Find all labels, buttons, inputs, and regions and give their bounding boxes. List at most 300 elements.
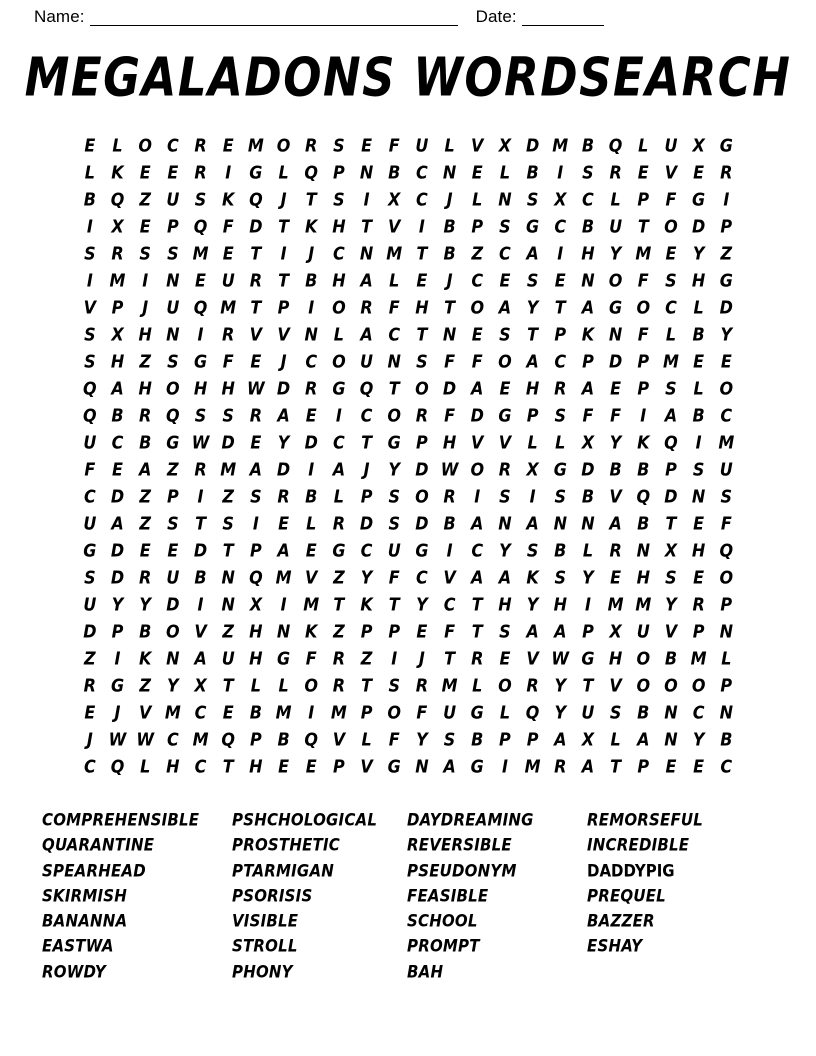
grid-cell[interactable]: W	[551, 647, 570, 669]
grid-cell[interactable]: O	[719, 377, 734, 399]
grid-cell[interactable]: F	[222, 215, 234, 237]
grid-cell[interactable]: B	[471, 728, 484, 750]
grid-cell[interactable]: G	[470, 755, 484, 777]
grid-cell[interactable]: I	[557, 161, 564, 183]
grid-cell[interactable]: V	[609, 485, 622, 507]
grid-cell[interactable]: I	[280, 242, 287, 264]
grid-cell[interactable]: B	[83, 188, 96, 210]
grid-cell[interactable]: F	[637, 269, 649, 291]
grid-cell[interactable]: S	[84, 242, 96, 264]
grid-cell[interactable]: G	[110, 674, 125, 696]
grid-cell[interactable]: S	[84, 566, 96, 588]
grid-cell[interactable]: T	[471, 593, 483, 615]
grid-cell[interactable]: E	[610, 377, 622, 399]
grid-cell[interactable]: V	[305, 566, 318, 588]
grid-cell[interactable]: T	[250, 296, 262, 318]
grid-cell[interactable]: H	[691, 269, 706, 291]
grid-cell[interactable]: O	[166, 620, 180, 642]
grid-cell[interactable]: H	[221, 377, 235, 399]
grid-cell[interactable]: D	[608, 350, 623, 372]
grid-cell[interactable]: C	[499, 242, 511, 264]
grid-cell[interactable]: E	[693, 161, 705, 183]
grid-cell[interactable]: X	[664, 539, 678, 561]
grid-cell[interactable]: L	[527, 431, 538, 453]
grid-cell[interactable]: O	[691, 674, 706, 696]
grid-cell[interactable]: L	[472, 674, 483, 696]
grid-cell[interactable]: M	[192, 242, 209, 264]
grid-cell[interactable]: I	[252, 512, 259, 534]
grid-cell[interactable]: P	[582, 620, 594, 642]
grid-cell[interactable]: V	[526, 647, 539, 669]
grid-cell[interactable]: L	[333, 485, 344, 507]
grid-cell[interactable]: V	[609, 674, 622, 696]
grid-cell[interactable]: E	[554, 269, 566, 291]
grid-cell[interactable]: S	[499, 485, 511, 507]
grid-cell[interactable]: W	[247, 377, 265, 399]
grid-cell[interactable]: D	[221, 431, 235, 453]
grid-cell[interactable]: R	[360, 296, 373, 318]
grid-cell[interactable]: T	[222, 539, 234, 561]
grid-cell[interactable]: Y	[360, 566, 373, 588]
grid-cell[interactable]: B	[581, 215, 595, 237]
grid-cell[interactable]: P	[637, 377, 650, 399]
grid-cell[interactable]: J	[280, 188, 287, 210]
grid-cell[interactable]: L	[693, 296, 704, 318]
grid-cell[interactable]: V	[83, 296, 97, 318]
grid-cell[interactable]: T	[471, 620, 483, 642]
grid-cell[interactable]: I	[557, 242, 564, 264]
grid-cell[interactable]: P	[526, 404, 539, 426]
grid-cell[interactable]: N	[387, 350, 401, 372]
grid-cell[interactable]: V	[664, 620, 678, 642]
grid-cell[interactable]: C	[554, 350, 567, 372]
grid-cell[interactable]: S	[139, 242, 151, 264]
grid-cell[interactable]: E	[250, 431, 262, 453]
grid-cell[interactable]: E	[665, 755, 677, 777]
grid-cell[interactable]: P	[166, 485, 179, 507]
grid-cell[interactable]: B	[139, 431, 152, 453]
grid-cell[interactable]: T	[222, 755, 234, 777]
grid-cell[interactable]: R	[277, 485, 290, 507]
word-list-item[interactable]: PSHCHOLOGICAL	[232, 810, 378, 830]
grid-cell[interactable]: N	[636, 539, 650, 561]
word-list-item[interactable]: REVERSIBLE	[407, 835, 512, 856]
grid-cell[interactable]: Q	[304, 728, 319, 750]
grid-cell[interactable]: N	[498, 512, 512, 534]
grid-cell[interactable]: B	[692, 404, 705, 426]
grid-cell[interactable]: M	[192, 728, 209, 750]
grid-cell[interactable]: L	[665, 323, 677, 345]
grid-cell[interactable]: E	[416, 620, 428, 642]
grid-cell[interactable]: E	[139, 161, 151, 183]
grid-cell[interactable]: R	[332, 674, 346, 696]
grid-cell[interactable]: A	[194, 647, 207, 669]
grid-cell[interactable]: L	[610, 728, 621, 750]
grid-cell[interactable]: V	[443, 566, 456, 588]
grid-cell[interactable]: S	[665, 269, 677, 291]
grid-cell[interactable]: U	[83, 431, 97, 453]
grid-cell[interactable]: I	[86, 215, 93, 237]
grid-cell[interactable]: G	[166, 431, 180, 453]
grid-cell[interactable]: Z	[139, 188, 151, 210]
grid-cell[interactable]: Z	[139, 485, 151, 507]
grid-cell[interactable]: M	[330, 701, 347, 723]
grid-cell[interactable]: M	[718, 431, 735, 453]
grid-cell[interactable]: L	[499, 161, 511, 183]
grid-cell[interactable]: T	[388, 377, 400, 399]
grid-cell[interactable]: R	[194, 134, 207, 156]
grid-cell[interactable]: A	[526, 512, 539, 534]
grid-cell[interactable]: B	[554, 539, 567, 561]
grid-cell[interactable]: M	[386, 242, 403, 264]
grid-cell[interactable]: B	[305, 485, 318, 507]
grid-cell[interactable]: D	[719, 296, 733, 318]
grid-cell[interactable]: H	[166, 755, 180, 777]
grid-cell[interactable]: X	[581, 431, 595, 453]
grid-cell[interactable]: P	[277, 296, 290, 318]
grid-cell[interactable]: C	[166, 728, 179, 750]
grid-cell[interactable]: Y	[665, 593, 677, 615]
grid-cell[interactable]: P	[665, 458, 677, 480]
grid-cell[interactable]: C	[471, 539, 484, 561]
grid-cell[interactable]: I	[280, 593, 287, 615]
grid-cell[interactable]: N	[719, 620, 733, 642]
grid-cell[interactable]: L	[140, 755, 151, 777]
word-list-item[interactable]: PROSTHETIC	[232, 835, 340, 856]
grid-cell[interactable]: N	[664, 701, 678, 723]
grid-cell[interactable]: K	[360, 593, 373, 615]
grid-cell[interactable]: R	[415, 404, 429, 426]
grid-cell[interactable]: S	[388, 512, 400, 534]
grid-cell[interactable]: N	[415, 755, 429, 777]
grid-cell[interactable]: N	[359, 242, 374, 264]
grid-cell[interactable]: P	[333, 161, 345, 183]
grid-cell[interactable]: A	[471, 566, 484, 588]
grid-cell[interactable]: S	[84, 350, 96, 372]
grid-cell[interactable]: N	[664, 728, 678, 750]
grid-cell[interactable]: I	[197, 485, 204, 507]
grid-cell[interactable]: J	[308, 242, 315, 264]
grid-cell[interactable]: R	[194, 161, 207, 183]
grid-cell[interactable]: S	[499, 620, 511, 642]
grid-cell[interactable]: Y	[416, 728, 428, 750]
grid-cell[interactable]: A	[554, 728, 567, 750]
grid-cell[interactable]: O	[608, 269, 623, 291]
grid-cell[interactable]: T	[222, 674, 234, 696]
grid-cell[interactable]: C	[720, 755, 733, 777]
grid-cell[interactable]: C	[443, 593, 456, 615]
grid-cell[interactable]: L	[278, 674, 289, 696]
grid-cell[interactable]: H	[110, 350, 125, 372]
grid-cell[interactable]: B	[692, 323, 705, 345]
grid-cell[interactable]: Q	[110, 188, 125, 210]
grid-cell[interactable]: H	[553, 593, 567, 615]
grid-cell[interactable]: B	[388, 161, 401, 183]
grid-cell[interactable]: L	[610, 188, 621, 210]
grid-cell[interactable]: E	[693, 566, 705, 588]
grid-cell[interactable]: L	[472, 188, 483, 210]
name-write-line[interactable]	[90, 10, 458, 26]
grid-cell[interactable]: C	[582, 188, 594, 210]
grid-cell[interactable]: Y	[139, 593, 151, 615]
grid-cell[interactable]: X	[526, 458, 539, 480]
grid-cell[interactable]: M	[247, 134, 264, 156]
grid-cell[interactable]: Z	[720, 242, 733, 264]
grid-cell[interactable]: A	[554, 620, 567, 642]
grid-cell[interactable]: C	[305, 350, 318, 372]
word-list-item[interactable]: DADDYPIG	[587, 860, 675, 881]
grid-cell[interactable]: S	[388, 674, 400, 696]
grid-cell[interactable]: P	[637, 755, 650, 777]
grid-cell[interactable]: Z	[333, 566, 345, 588]
grid-cell[interactable]: K	[305, 620, 318, 642]
grid-cell[interactable]: S	[84, 323, 96, 345]
grid-cell[interactable]: P	[471, 215, 484, 237]
grid-cell[interactable]: K	[111, 161, 124, 183]
grid-cell[interactable]: S	[526, 539, 539, 561]
grid-cell[interactable]: S	[222, 512, 234, 534]
grid-cell[interactable]: R	[111, 242, 124, 264]
word-list-item[interactable]: BANANNA	[42, 911, 128, 932]
grid-cell[interactable]: A	[581, 755, 595, 777]
grid-cell[interactable]: I	[446, 539, 453, 561]
grid-cell[interactable]: K	[637, 431, 650, 453]
grid-cell[interactable]: C	[333, 431, 345, 453]
grid-cell[interactable]: Q	[221, 728, 235, 750]
grid-cell[interactable]: Z	[167, 458, 179, 480]
grid-cell[interactable]: H	[249, 620, 263, 642]
grid-cell[interactable]: R	[139, 566, 152, 588]
grid-cell[interactable]: P	[526, 728, 539, 750]
grid-cell[interactable]: S	[554, 404, 567, 426]
grid-cell[interactable]: F	[305, 647, 317, 669]
grid-cell[interactable]: O	[636, 647, 651, 669]
grid-cell[interactable]: P	[360, 485, 373, 507]
grid-cell[interactable]: I	[501, 755, 508, 777]
grid-cell[interactable]: O	[387, 404, 402, 426]
grid-cell[interactable]: O	[719, 566, 734, 588]
grid-cell[interactable]: X	[554, 188, 567, 210]
grid-cell[interactable]: Y	[526, 593, 539, 615]
grid-cell[interactable]: V	[332, 728, 346, 750]
grid-cell[interactable]: T	[444, 647, 456, 669]
grid-cell[interactable]: L	[306, 512, 317, 534]
grid-cell[interactable]: F	[444, 350, 456, 372]
grid-cell[interactable]: E	[278, 755, 289, 777]
grid-cell[interactable]: P	[499, 728, 511, 750]
grid-cell[interactable]: Y	[582, 566, 594, 588]
grid-cell[interactable]: E	[610, 566, 622, 588]
grid-cell[interactable]: X	[194, 674, 207, 696]
grid-cell[interactable]: Q	[359, 377, 374, 399]
grid-cell[interactable]: W	[440, 458, 459, 480]
grid-cell[interactable]: D	[276, 377, 291, 399]
grid-cell[interactable]: Q	[636, 485, 651, 507]
grid-cell[interactable]: J	[446, 188, 453, 210]
grid-cell[interactable]: M	[662, 350, 679, 372]
grid-cell[interactable]: T	[333, 593, 345, 615]
grid-cell[interactable]: T	[637, 215, 649, 237]
grid-cell[interactable]: N	[581, 512, 595, 534]
grid-cell[interactable]: G	[276, 647, 291, 669]
grid-cell[interactable]: N	[221, 566, 235, 588]
grid-cell[interactable]: S	[333, 188, 345, 210]
grid-cell[interactable]: R	[194, 458, 207, 480]
grid-cell[interactable]: D	[249, 215, 263, 237]
grid-cell[interactable]: G	[249, 161, 263, 183]
grid-cell[interactable]: Z	[139, 512, 151, 534]
word-list-item[interactable]: COMPREHENSIBLE	[42, 810, 200, 830]
grid-cell[interactable]: N	[221, 593, 235, 615]
grid-cell[interactable]: X	[388, 188, 401, 210]
grid-cell[interactable]: L	[112, 134, 123, 156]
grid-cell[interactable]: C	[83, 485, 96, 507]
word-list-item[interactable]: SPEARHEAD	[42, 860, 146, 881]
grid-cell[interactable]: Z	[222, 620, 234, 642]
grid-cell[interactable]: E	[499, 269, 511, 291]
grid-cell[interactable]: L	[721, 647, 732, 669]
grid-cell[interactable]: F	[582, 404, 594, 426]
grid-cell[interactable]: D	[442, 377, 457, 399]
grid-cell[interactable]: N	[276, 620, 291, 642]
grid-cell[interactable]: U	[664, 134, 678, 156]
grid-cell[interactable]: P	[692, 620, 705, 642]
grid-cell[interactable]: N	[166, 269, 180, 291]
grid-cell[interactable]: B	[111, 404, 124, 426]
grid-cell[interactable]: H	[608, 647, 623, 669]
grid-cell[interactable]: E	[222, 242, 234, 264]
grid-cell[interactable]: V	[498, 431, 512, 453]
grid-cell[interactable]: K	[526, 566, 539, 588]
grid-cell[interactable]: V	[277, 323, 290, 345]
grid-cell[interactable]: M	[303, 593, 320, 615]
grid-cell[interactable]: F	[665, 188, 677, 210]
grid-cell[interactable]: Q	[304, 161, 319, 183]
grid-cell[interactable]: D	[83, 620, 97, 642]
grid-cell[interactable]: H	[249, 755, 263, 777]
grid-cell[interactable]: Y	[609, 431, 622, 453]
grid-cell[interactable]: R	[554, 377, 567, 399]
grid-cell[interactable]: J	[280, 350, 287, 372]
grid-cell[interactable]: U	[83, 593, 97, 615]
grid-cell[interactable]: O	[276, 134, 291, 156]
grid-cell[interactable]: E	[720, 350, 732, 372]
grid-cell[interactable]: S	[388, 485, 400, 507]
grid-cell[interactable]: V	[388, 215, 401, 237]
grid-cell[interactable]: L	[444, 134, 455, 156]
grid-cell[interactable]: R	[305, 377, 318, 399]
word-list-item[interactable]: SCHOOL	[407, 911, 478, 932]
grid-cell[interactable]: N	[166, 323, 180, 345]
grid-cell[interactable]: P	[166, 215, 179, 237]
grid-cell[interactable]: S	[665, 566, 677, 588]
grid-cell[interactable]: E	[637, 161, 649, 183]
grid-cell[interactable]: D	[525, 134, 540, 156]
grid-cell[interactable]: I	[695, 431, 702, 453]
grid-cell[interactable]: B	[443, 242, 456, 264]
grid-cell[interactable]: N	[691, 485, 706, 507]
grid-cell[interactable]: G	[692, 188, 706, 210]
grid-cell[interactable]: C	[194, 755, 207, 777]
grid-cell[interactable]: Q	[525, 701, 540, 723]
word-list-item[interactable]: ESHAY	[587, 936, 643, 957]
grid-cell[interactable]: Y	[111, 593, 124, 615]
grid-cell[interactable]: B	[720, 728, 733, 750]
grid-cell[interactable]: E	[693, 512, 705, 534]
grid-cell[interactable]: G	[498, 404, 512, 426]
grid-cell[interactable]: G	[526, 215, 540, 237]
grid-cell[interactable]: D	[110, 539, 125, 561]
grid-cell[interactable]: A	[498, 566, 512, 588]
grid-cell[interactable]: B	[249, 701, 262, 723]
grid-cell[interactable]: F	[84, 458, 96, 480]
grid-cell[interactable]: C	[333, 242, 345, 264]
grid-cell[interactable]: Y	[554, 674, 567, 696]
grid-cell[interactable]: K	[305, 215, 318, 237]
grid-cell[interactable]: A	[360, 323, 373, 345]
grid-cell[interactable]: D	[415, 458, 429, 480]
grid-cell[interactable]: T	[278, 269, 289, 291]
grid-cell[interactable]: N	[608, 323, 623, 345]
grid-cell[interactable]: B	[581, 134, 595, 156]
word-list-item[interactable]: PSEUDONYM	[407, 860, 517, 881]
grid-cell[interactable]: X	[692, 134, 705, 156]
grid-cell[interactable]: R	[609, 161, 622, 183]
grid-cell[interactable]: Z	[139, 674, 151, 696]
grid-cell[interactable]: F	[388, 134, 400, 156]
grid-cell[interactable]: G	[83, 539, 97, 561]
word-list-item[interactable]: REMORSEFUL	[587, 810, 704, 830]
grid-cell[interactable]: I	[142, 269, 149, 291]
grid-cell[interactable]: U	[166, 296, 180, 318]
date-write-line[interactable]	[522, 10, 604, 26]
grid-cell[interactable]: E	[167, 161, 179, 183]
grid-cell[interactable]: C	[416, 566, 428, 588]
grid-cell[interactable]: C	[360, 539, 373, 561]
grid-cell[interactable]: Z	[139, 350, 151, 372]
grid-cell[interactable]: X	[111, 215, 124, 237]
grid-cell[interactable]: A	[526, 242, 539, 264]
grid-cell[interactable]: I	[308, 296, 315, 318]
grid-cell[interactable]: B	[637, 701, 650, 723]
grid-cell[interactable]: N	[581, 269, 595, 291]
grid-cell[interactable]: C	[720, 404, 733, 426]
word-list-item[interactable]: DAYDREAMING	[407, 810, 534, 830]
grid-cell[interactable]: S	[499, 323, 511, 345]
grid-cell[interactable]: R	[83, 674, 96, 696]
grid-cell[interactable]: I	[114, 647, 121, 669]
grid-cell[interactable]: R	[139, 404, 152, 426]
grid-cell[interactable]: T	[361, 215, 373, 237]
grid-cell[interactable]: Z	[360, 647, 373, 669]
grid-cell[interactable]: T	[361, 431, 373, 453]
grid-cell[interactable]: O	[332, 350, 346, 372]
grid-cell[interactable]: P	[360, 620, 373, 642]
grid-cell[interactable]: K	[138, 647, 152, 669]
grid-cell[interactable]: A	[443, 755, 456, 777]
grid-cell[interactable]: T	[278, 215, 289, 237]
grid-cell[interactable]: S	[167, 350, 179, 372]
grid-cell[interactable]: I	[197, 593, 204, 615]
grid-cell[interactable]: F	[610, 404, 622, 426]
grid-cell[interactable]: W	[108, 728, 127, 750]
grid-cell[interactable]: M	[690, 647, 707, 669]
grid-cell[interactable]: E	[665, 242, 677, 264]
grid-cell[interactable]: C	[554, 215, 567, 237]
word-list-item[interactable]: QUARANTINE	[42, 835, 155, 856]
grid-cell[interactable]: A	[277, 539, 290, 561]
grid-cell[interactable]: V	[194, 620, 207, 642]
